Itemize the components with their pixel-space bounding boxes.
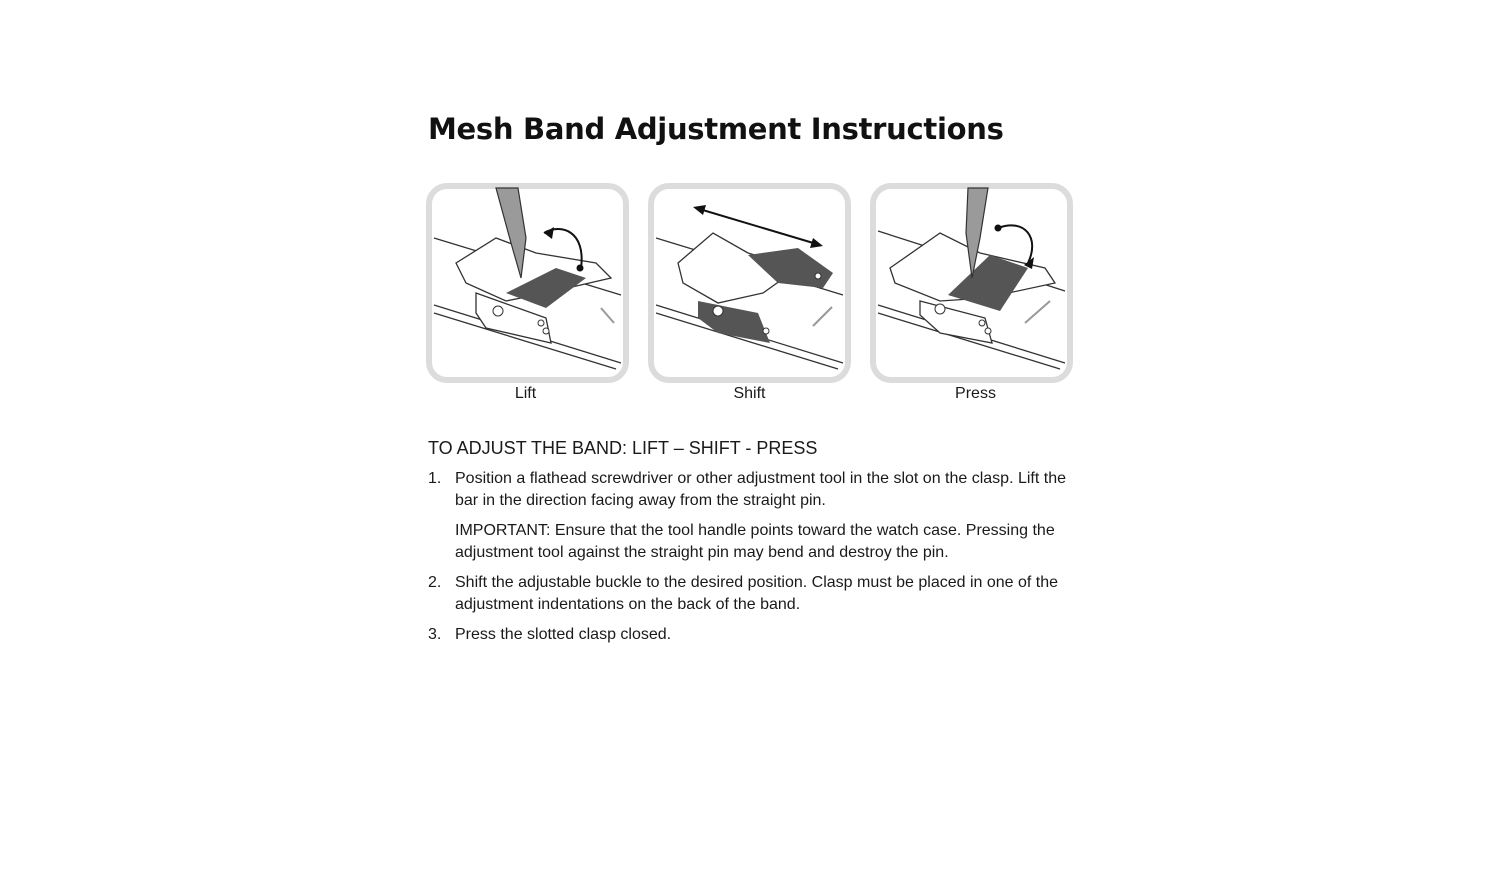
step-number: 2. [428,574,442,591]
shift-illustration [648,183,851,383]
lift-illustration [426,183,629,383]
page-title: Mesh Band Adjustment Instructions [428,112,1004,146]
step-text: Position a flathead screwdriver or other adjustment tool in the slot on the clasp. Lift the bar in the direction facing away from the straight pin. [455,470,1066,509]
step-text: Shift the adjustable buckle to the desired position. Clasp must be placed in one of the adjustment indentations on the back of the band. [455,574,1059,613]
press-caption: Press [955,385,996,402]
section-heading: TO ADJUST THE BAND: LIFT – SHIFT - PRESS [428,438,818,458]
step-number: 3. [428,626,442,643]
list-item [428,572,1078,616]
press-illustration [870,183,1073,383]
list-item [428,468,1078,564]
step-number: 1. [428,470,442,487]
instruction-list [428,468,1078,654]
step-text: Press the slotted clasp closed. [455,626,672,643]
important-note: IMPORTANT: Ensure that the tool handle points toward the watch case. Pressing the adjustment tool against the straight pin may bend and destroy the pin. [455,522,1055,561]
list-item [428,624,1078,646]
shift-caption: Shift [733,385,766,402]
lift-caption: Lift [514,385,537,402]
